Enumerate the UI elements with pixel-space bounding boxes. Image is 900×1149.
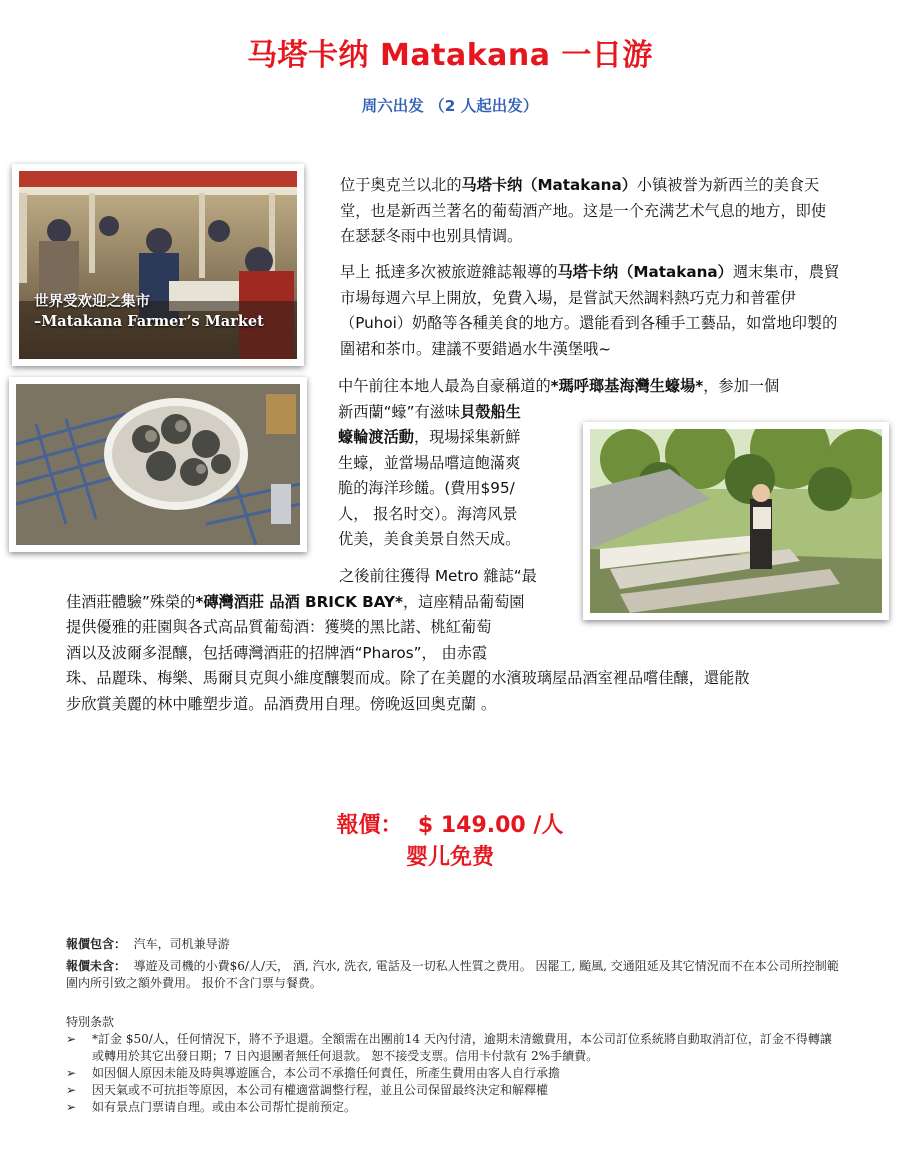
intro-paragraph-1	[340, 173, 840, 250]
arrow-bullet-icon: ➢	[66, 1032, 77, 1046]
arrow-bullet-icon: ➢	[66, 1066, 77, 1080]
afternoon-line-3: 提供優雅的莊園與各式高品質葡萄酒：獲獎的黑比諾、桃紅葡萄	[66, 618, 492, 636]
price-line: 報價： $ 149.00 /人	[336, 813, 564, 838]
includes-label: 報價包含：	[66, 937, 127, 951]
noon-line-2: 新西蘭“蠔”有滋味貝殼船生	[338, 402, 521, 421]
excludes-block	[66, 958, 841, 992]
terms-item: ➢ 因天氣或不可抗拒等原因，本公司有權適當調整行程，並且公司保留最终決定和解釋權	[66, 1083, 549, 1097]
market-caption	[34, 292, 264, 332]
terms-item: ➢ 如有景点门票请自理。或由本公司帮忙提前预定。	[66, 1100, 357, 1114]
intro-p2-a: 早上 抵達多次被旅遊雜誌報導的	[340, 263, 558, 281]
intro-p2-b: 马塔卡纳（Matakana）	[557, 263, 733, 281]
terms-list	[66, 1031, 841, 1116]
noon-line-1: 中午前往本地人最為自豪稱道的*瑪呼瑯基海灣生蠔場*，参加一個	[338, 377, 780, 395]
intro-p1-b: 马塔卡纳（Matakana）	[461, 176, 637, 194]
market-caption-line1: 世界受欢迎之集市	[34, 293, 150, 310]
page-title: 马塔卡纳 Matakana 一日游	[247, 38, 653, 73]
noon-line-3: 蠔輪渡活動，現場採集新鮮	[338, 428, 521, 446]
afternoon-line-2: 佳酒莊體驗”殊榮的*磚灣酒莊 品酒 BRICK BAY*，這座精品葡萄園	[66, 592, 525, 611]
terms-item: ➢ *訂金 $50/人，任何情況下，將不予退還。全額需在出團前14 天內付清，逾期未清繳費用，本公司訂位系統將自動取消訂位，訂金不得轉讓或轉用於其它出發日期；7 日內退團者無任何退款。 恕不接受支票。信用卡付款有 2%手續費。	[66, 1032, 832, 1063]
excludes-label: 報價未含：	[66, 959, 127, 973]
arrow-bullet-icon: ➢	[66, 1083, 77, 1097]
intro-p1-a: 位于奥克兰以北的	[340, 176, 462, 194]
terms-item: ➢ 如因個人原因未能及時與導遊匯合，本公司不承擔任何責任，所產生費用由客人自行承擔	[66, 1066, 561, 1080]
noon-line-5: 脆的海洋珍饈。(費用$95/	[338, 479, 515, 497]
noon-line-6: 人， 报名时交）。海湾风景	[338, 504, 518, 523]
market-caption-line2: –Matakana Farmer’s Market	[34, 313, 264, 330]
intro-p2-c: 週末集市，農貿市場每週六早上開放，免費入場，是嘗試天然調料熱巧克力和普霍伊（Puhoi）奶酪等各種美食的地方。還能看到各種手工藝品，如當地印製的圍裙和茶巾。建議不要錯過水牛漢堡哦~	[340, 263, 840, 358]
afternoon-line-6: 步欣賞美麗的林中雕塑步道。品酒费用自理。傍晚返回奥克蘭 。	[66, 694, 497, 713]
intro-p1-c: 小镇被誉为新西兰的美食天堂，也是新西兰著名的葡萄酒产地。这是一个充满艺术气息的地方，即使在瑟瑟冬雨中也别具情调。	[340, 176, 826, 245]
excludes-text: 導遊及司機的小費$6/人/天， 酒, 汽水, 洗衣, 電話及一切私人性質之费用。 因罷工, 颱風, 交通阻延及其它情況而不在本公司所控制範圍内所引致之額外費用。 报价不含门票与餐费。	[66, 959, 839, 990]
afternoon-line-5: 珠、品麗珠、梅樂、馬爾貝克與小維度釀製而成。除了在美麗的水濱玻璃屋品酒室裡品嚐佳釀，還能散	[66, 669, 750, 687]
afternoon-line-4: 酒以及波爾多混釀，包括磚灣酒莊的招牌酒“Pharos”， 由赤霞	[66, 643, 488, 662]
intro-paragraph-2	[340, 260, 840, 362]
oyster-photo	[9, 377, 307, 552]
infant-free: 婴儿免费	[405, 845, 494, 870]
noon-line-7: 优美，美食美景自然天成。	[338, 530, 521, 548]
afternoon-line-1: 之後前往獲得 Metro 雜誌“最	[339, 567, 537, 585]
terms-heading: 特別条款	[66, 1015, 115, 1029]
page-subtitle: 周六出发 （2 人起出发）	[361, 97, 539, 115]
includes-block	[66, 936, 846, 953]
afternoon-section	[66, 564, 856, 717]
noon-section	[338, 374, 858, 553]
market-photo	[12, 164, 304, 366]
terms-block	[66, 1014, 841, 1116]
noon-line-4: 生蠔，並當場品嚐這飽滿爽	[338, 453, 521, 472]
arrow-bullet-icon: ➢	[66, 1100, 77, 1114]
includes-text: 汽车，司机兼导游	[126, 937, 230, 951]
